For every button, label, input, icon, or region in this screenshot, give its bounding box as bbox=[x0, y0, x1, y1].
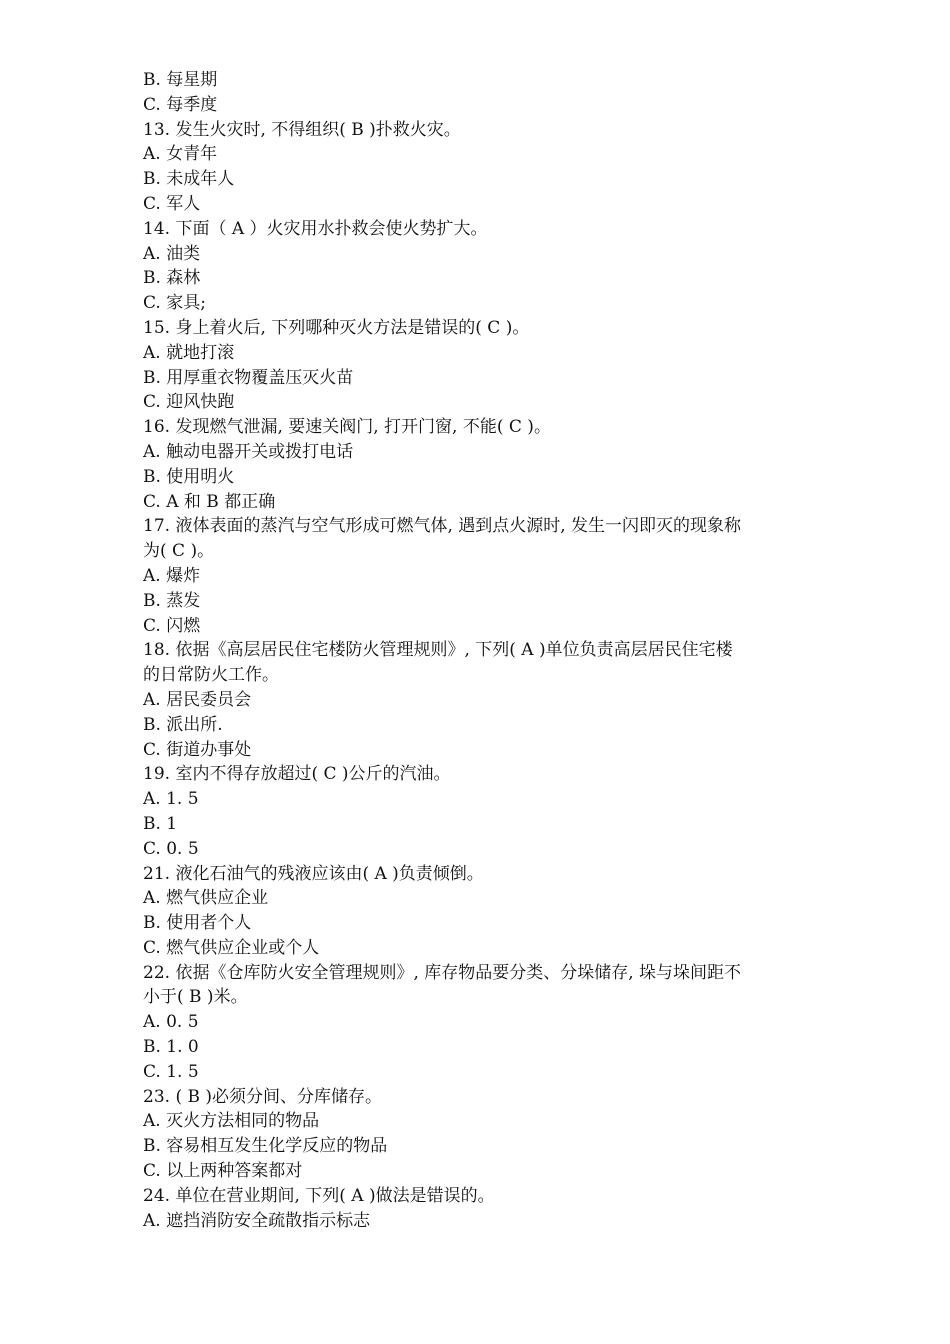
text-line: 17. 液体表面的蒸汽与空气形成可燃气体, 遇到点火源时, 发生一闪即灭的现象称 bbox=[143, 516, 742, 537]
text-line: A. 1. 5 bbox=[143, 789, 199, 810]
text-line: 为( C )。 bbox=[143, 541, 215, 562]
text-line: B. 每星期 bbox=[143, 70, 218, 90]
text-line: 的日常防火工作。 bbox=[143, 665, 279, 686]
text-line: A. 触动电器开关或拨打电话 bbox=[143, 441, 354, 462]
text-line: A. 居民委员会 bbox=[143, 689, 252, 710]
text-line: A. 灭火方法相同的物品 bbox=[143, 1111, 320, 1132]
text-line: 24. 单位在营业期间, 下列( A )做法是错误的。 bbox=[143, 1185, 495, 1206]
text-line: B. 1. 0 bbox=[143, 1037, 199, 1058]
text-line: B. 容易相互发生化学反应的物品 bbox=[143, 1136, 388, 1157]
text-line: C. A 和 B 都正确 bbox=[143, 491, 276, 512]
text-line: 22. 依据《仓库防火安全管理规则》, 库存物品要分类、分垛储存, 垛与垛间距不 bbox=[143, 962, 742, 983]
text-line: C. 以上两种答案都对 bbox=[143, 1161, 303, 1182]
text-line: B. 1 bbox=[143, 813, 178, 834]
text-line: C. 迎风快跑 bbox=[143, 392, 235, 413]
text-line: A. 0. 5 bbox=[143, 1012, 199, 1033]
text-line: B. 森林 bbox=[143, 268, 201, 289]
text-line: C. 0. 5 bbox=[143, 838, 199, 859]
text-line: A. 就地打滚 bbox=[143, 342, 235, 363]
text-line: 14. 下面（ A ）火灾用水扑救会使火势扩大。 bbox=[143, 218, 488, 239]
text-line: C. 街道办事处 bbox=[143, 739, 252, 760]
text-line: 18. 依据《高层居民住宅楼防火管理规则》, 下列( A )单位负责高层居民住宅楼 bbox=[143, 640, 733, 661]
text-line: A. 遮挡消防安全疏散指示标志 bbox=[143, 1210, 371, 1231]
text-line: C. 家具; bbox=[143, 293, 206, 314]
text-line: B. 用厚重衣物覆盖压灭火苗 bbox=[143, 367, 354, 388]
text-line: 15. 身上着火后, 下列哪种灭火方法是错误的( C )。 bbox=[143, 317, 530, 338]
text-line: A. 女青年 bbox=[143, 144, 218, 165]
text-line: C. 闪燃 bbox=[143, 615, 201, 636]
text-line: A. 油类 bbox=[143, 243, 201, 264]
document-page bbox=[143, 68, 813, 1233]
text-line: 13. 发生火灾时, 不得组织( B )扑救火灾。 bbox=[143, 119, 461, 140]
text-line: A. 爆炸 bbox=[143, 565, 201, 586]
text-line: 23. ( B )必须分间、分库储存。 bbox=[143, 1086, 383, 1107]
text-line: C. 每季度 bbox=[143, 94, 218, 115]
text-line: 16. 发现燃气泄漏, 要速关阀门, 打开门窗, 不能( C )。 bbox=[143, 417, 551, 438]
text-line: B. 蒸发 bbox=[143, 590, 201, 611]
text-line: B. 派出所. bbox=[143, 714, 223, 735]
text-line: B. 使用者个人 bbox=[143, 913, 252, 934]
text-line: 21. 液化石油气的残液应该由( A )负责倾倒。 bbox=[143, 863, 484, 884]
text-line: 小于( B )米。 bbox=[143, 987, 248, 1008]
text-line: C. 1. 5 bbox=[143, 1061, 199, 1082]
text-line: C. 军人 bbox=[143, 193, 201, 214]
text-line: 19. 室内不得存放超过( C )公斤的汽油。 bbox=[143, 764, 451, 785]
text-line: B. 使用明火 bbox=[143, 466, 235, 487]
text-line: A. 燃气供应企业 bbox=[143, 888, 269, 909]
text-line: B. 未成年人 bbox=[143, 169, 235, 190]
text-line: C. 燃气供应企业或个人 bbox=[143, 937, 320, 958]
